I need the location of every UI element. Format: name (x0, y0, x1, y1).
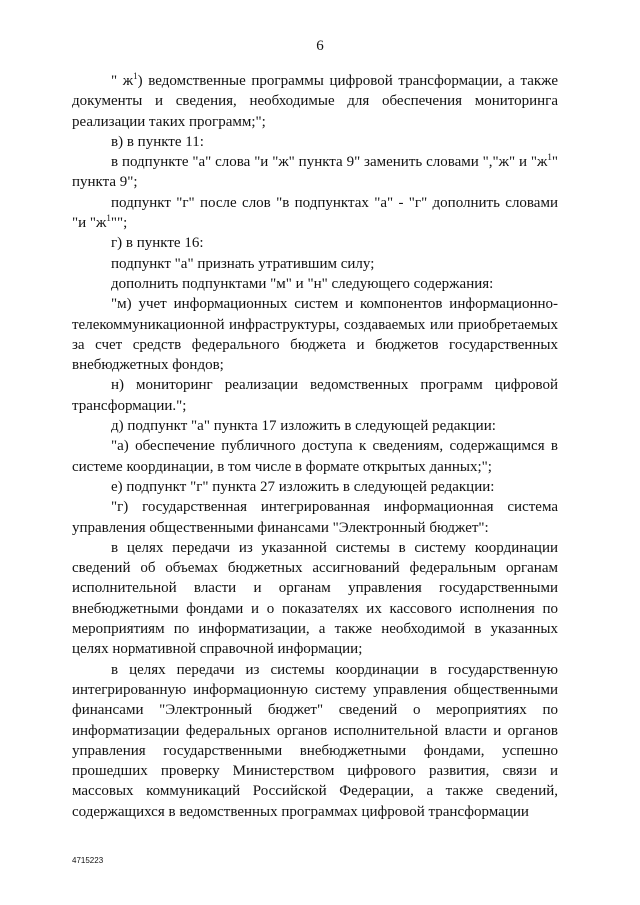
document-body (72, 71, 558, 822)
paragraph-subitem-a-repeal: подпункт "а" признать утратившим силу; (111, 255, 375, 272)
paragraph-subitem-a-new: "а) обеспечение публичного доступа к сведениям, содержащимся в системе координации, в том числе в формате открытых данных;"; (72, 438, 558, 475)
document-code: 4715223 (72, 856, 104, 865)
paragraph-subitem-g-new: "г) государственная интегрированная информационная система управления общественными финансами "Электронный бюджет": (72, 499, 558, 536)
paragraph-zh1-item: " $ж^1$) ведомственные программы цифровой трансформации, а также документы и сведения, необходимые для обеспечения мониторинга реализации таких программ;"; (72, 71, 558, 130)
paragraph-item-g: г) в пункте 16: (111, 235, 204, 252)
paragraph-item-v: в) в пункте 11: (111, 133, 204, 150)
paragraph-item-e: е) подпункт "г" пункта 27 изложить в следующей редакции: (111, 478, 495, 495)
page-number: 6 (316, 38, 324, 54)
paragraph-transfer-to-coordination: в целях передачи из указанной системы в систему координации сведений об объемах бюджетных ассигнований федеральным органам исполнительной власти и органам управления государственными внебюджетными фондами и о показателях их кассового исполнения по мероприятиям по информатизации, а также необходимой в указанных целях нормативной справочной информации; (72, 539, 558, 658)
paragraph-transfer-from-coordination: в целях передачи из системы координации в государственную интегрированную информационную систему управления общественными финансами "Электронный бюджет" сведений о мероприятиях по информатизации федеральных органов исполнительной власти и органов управления государственными внебюджетными фондами, успешно прошедших проверку Министерством цифрового развития, связи и массовых коммуникаций Российской Федерации, а также сведений, содержащихся в ведомственных программах цифровой трансформации (72, 661, 558, 820)
paragraph-item-d: д) подпункт "а" пункта 17 изложить в следующей редакции: (111, 418, 496, 435)
paragraph-add-subitems: дополнить подпунктами "м" и "н" следующего содержания: (111, 275, 494, 292)
paragraph-subitem-n: н) мониторинг реализации ведомственных программ цифровой трансформации."; (72, 377, 558, 414)
paragraph-subitem-m: "м) учет информационных систем и компонентов информационно-телекоммуникационной инфраструктуры, создаваемых или приобретаемых за счет средств федерального бюджета и бюджетов государственных внебюджетных фондов; (72, 296, 558, 374)
paragraph-subitem-a-replace: в подпункте "а" слова "и "ж" пункта 9" заменить словами ","ж" и "$ж^1$" пункта 9"; (72, 152, 558, 191)
paragraph-subitem-g-add: подпункт "г" после слов "в подпунктах "а" - "г" дополнить словами "и "$ж^1$""; (72, 194, 558, 232)
